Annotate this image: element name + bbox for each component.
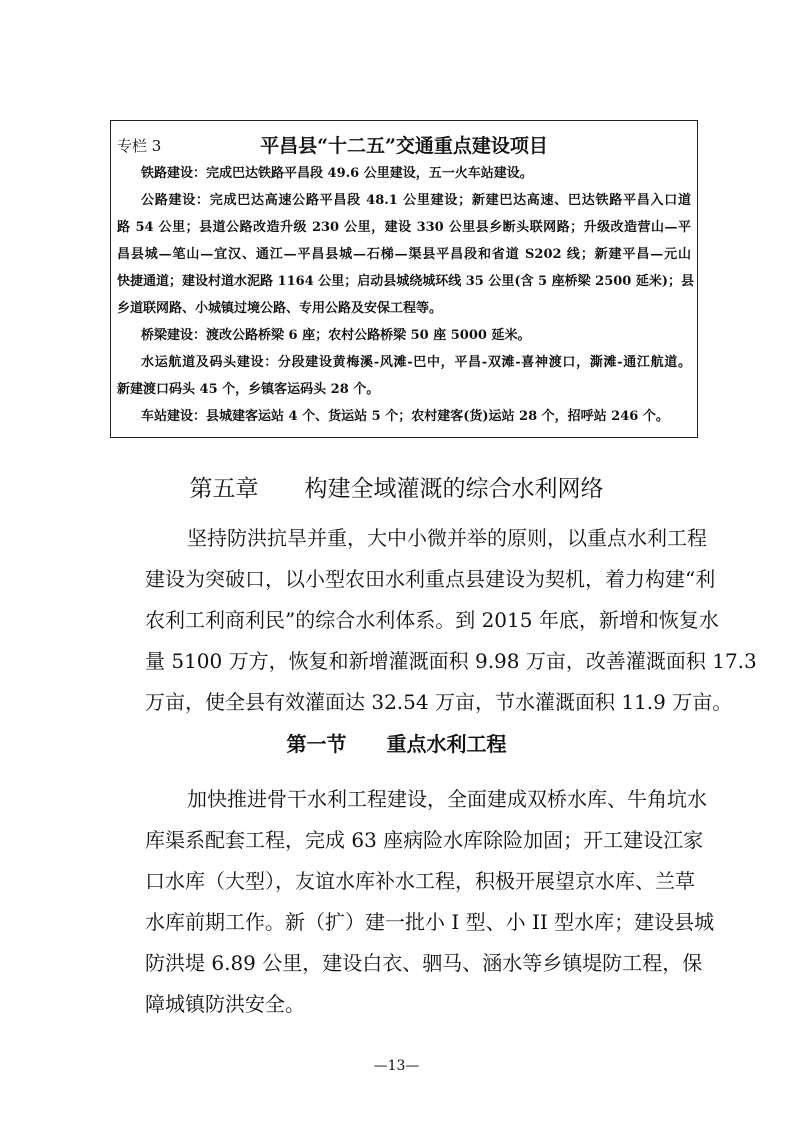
paragraph-line: 农利工利商利民”的综合水利体系。到 2015 年底，新增和恢复水 [145, 608, 719, 632]
box-title: 平昌县“十二五”交通重点建设项目 [260, 135, 548, 157]
box-line: 昌县城—笔山—宜汉、通江—平昌县城—石梯—渠县平昌段和省道 S202 线；新建平昌—元山 [117, 247, 691, 262]
box-line: 快捷通道；建设村道水泥路 1164 公里；启动县城绕城环线 35 公里(含 5 座桥梁 2500 延米)；县 [117, 274, 695, 289]
paragraph-line: 坚持防洪抗旱并重，大中小微并举的原则，以重点水利工程 [187, 526, 707, 550]
paragraph-line: 水库前期工作。新（扩）建一批小 I 型、小 II 型水库；建设县城 [145, 910, 715, 934]
box-line: 路 54 公里；县道公路改造升级 230 公里，建设 330 公里县乡断头联网路；升级改造营山—平 [117, 220, 691, 235]
paragraph-line: 防洪堤 6.89 公里，建设白衣、驷马、涵水等乡镇堤防工程，保 [145, 951, 703, 975]
box-line: 乡道联网路、小城镇过境公路、专用公路及安保工程等。 [117, 301, 443, 316]
paragraph-line: 万亩，使全县有效灌面达 32.54 万亩，节水灌溉面积 11.9 万亩。 [145, 690, 733, 714]
box-label: 专栏 3 [117, 137, 162, 155]
sidebar-box [110, 120, 698, 438]
box-line: 车站建设：县城建客运站 4 个、货运站 5 个；农村建客(货)运站 28 个，招呼站 246 个。 [141, 409, 669, 424]
section-title: 第一节 重点水利工程 [286, 732, 507, 756]
box-line: 新建渡口码头 45 个，乡镇客运码头 28 个。 [117, 382, 380, 397]
box-line: 桥梁建设：渡改公路桥梁 6 座；农村公路桥梁 50 座 5000 延米。 [141, 328, 531, 343]
paragraph-line: 加快推进骨干水利工程建设，全面建成双桥水库、牛角坑水 [187, 787, 707, 811]
box-line: 铁路建设：完成巴达铁路平昌段 49.6 公里建设，五一火车站建设。 [141, 166, 533, 181]
box-line: 水运航道及码头建设：分段建设黄梅溪-风滩-巴中，平昌-双滩-喜神渡口，澌滩-通江航道。 [141, 355, 691, 370]
paragraph-line: 量 5100 万方，恢复和新增灌溉面积 9.98 万亩，改善灌溉面积 17.3 [145, 649, 757, 673]
box-line: 公路建设：完成巴达高速公路平昌段 48.1 公里建设；新建巴达高速、巴达铁路平昌入口道 [141, 193, 691, 208]
chapter-title: 第五章 构建全域灌溉的综合水利网络 [189, 476, 604, 502]
page-number: —13— [373, 1058, 420, 1074]
paragraph-line: 口水库（大型），友谊水库补水工程，积极开展望京水库、兰草 [145, 869, 695, 893]
paragraph-line: 障城镇防洪安全。 [145, 992, 305, 1016]
paragraph-line: 建设为突破口，以小型农田水利重点县建设为契机，着力构建“利 [145, 567, 716, 591]
paragraph-line: 库渠系配套工程，完成 63 座病险水库除险加固；开工建设江家 [145, 828, 704, 852]
